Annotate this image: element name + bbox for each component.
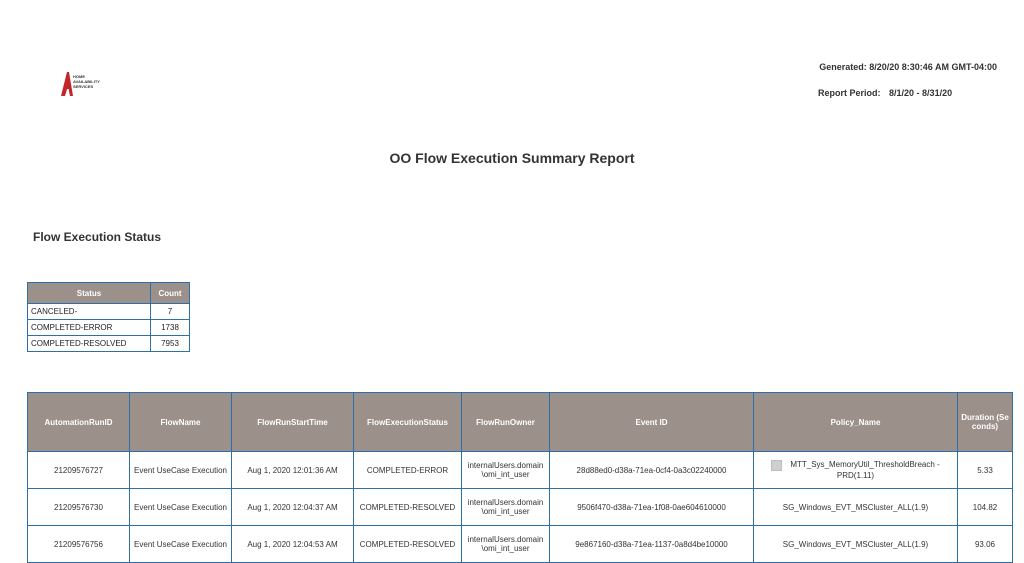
execution-status-cell: COMPLETED-RESOLVED bbox=[354, 489, 462, 526]
status-cell: CANCELED- bbox=[28, 304, 151, 320]
start-time-cell: Aug 1, 2020 12:01:36 AM bbox=[232, 452, 354, 489]
table-row bbox=[28, 489, 1013, 526]
table-row bbox=[28, 304, 190, 320]
status-table bbox=[27, 282, 190, 352]
report-period-value: 8/1/20 - 8/31/20 bbox=[889, 88, 953, 98]
table-row bbox=[28, 336, 190, 352]
flow-run-owner-header: FlowRunOwner bbox=[462, 393, 550, 452]
file-icon bbox=[771, 460, 782, 471]
run-id-cell: 21209576756 bbox=[28, 526, 130, 563]
owner-cell: internalUsers.domain\omi_int_user bbox=[462, 526, 550, 563]
report-period bbox=[818, 88, 952, 98]
count-header: Count bbox=[151, 283, 190, 304]
policy-name-header: Policy_Name bbox=[754, 393, 958, 452]
event-id-cell: 28d88ed0-d38a-71ea-0cf4-0a3c02240000 bbox=[550, 452, 754, 489]
report-period-label: Report Period: bbox=[818, 88, 881, 98]
table-row bbox=[28, 526, 1013, 563]
count-cell: 7953 bbox=[151, 336, 190, 352]
flow-name-header: FlowName bbox=[130, 393, 232, 452]
duration-cell: 5.33 bbox=[958, 452, 1013, 489]
flow-runs-table bbox=[27, 392, 1013, 563]
table-row bbox=[28, 452, 1013, 489]
status-cell: COMPLETED-RESOLVED bbox=[28, 336, 151, 352]
status-cell: COMPLETED-ERROR bbox=[28, 320, 151, 336]
event-id-header: Event ID bbox=[550, 393, 754, 452]
count-cell: 1738 bbox=[151, 320, 190, 336]
flow-name-cell: Event UseCase Execution bbox=[130, 452, 232, 489]
report-title: OO Flow Execution Summary Report bbox=[389, 150, 635, 166]
start-time-cell: Aug 1, 2020 12:04:53 AM bbox=[232, 526, 354, 563]
event-id-cell: 9506f470-d38a-71ea-1f08-0ae604610000 bbox=[550, 489, 754, 526]
run-id-cell: 21209576727 bbox=[28, 452, 130, 489]
logo-text: HOME AVAILABILITY SERVICES bbox=[73, 74, 100, 89]
execution-status-cell: COMPLETED-ERROR bbox=[354, 452, 462, 489]
flow-name-cell: Event UseCase Execution bbox=[130, 526, 232, 563]
automation-run-id-header: AutomationRunID bbox=[28, 393, 130, 452]
duration-cell: 104.82 bbox=[958, 489, 1013, 526]
section-title: Flow Execution Status bbox=[33, 230, 162, 244]
flow-name-cell: Event UseCase Execution bbox=[130, 489, 232, 526]
policy-cell: SG_Windows_EVT_MSCluster_ALL(1.9) bbox=[754, 489, 958, 526]
flow-execution-status-header: FlowExecutionStatus bbox=[354, 393, 462, 452]
count-cell: 7 bbox=[151, 304, 190, 320]
flow-run-start-time-header: FlowRunStartTime bbox=[232, 393, 354, 452]
policy-cell bbox=[754, 452, 958, 489]
start-time-cell: Aug 1, 2020 12:04:37 AM bbox=[232, 489, 354, 526]
run-id-cell: 21209576730 bbox=[28, 489, 130, 526]
generated-timestamp: Generated: 8/20/20 8:30:46 AM GMT-04:00 bbox=[819, 62, 997, 72]
owner-cell: internalUsers.domain\omi_int_user bbox=[462, 489, 550, 526]
policy-cell: SG_Windows_EVT_MSCluster_ALL(1.9) bbox=[754, 526, 958, 563]
event-id-cell: 9e867160-d38a-71ea-1137-0a8d4be10000 bbox=[550, 526, 754, 563]
policy-name: MTT_Sys_MemoryUtil_ThresholdBreach - PRD(1.11) bbox=[790, 460, 940, 480]
duration-cell: 93.06 bbox=[958, 526, 1013, 563]
table-row bbox=[28, 320, 190, 336]
duration-header: Duration (Seconds) bbox=[958, 393, 1013, 452]
status-header: Status bbox=[28, 283, 151, 304]
execution-status-cell: COMPLETED-RESOLVED bbox=[354, 526, 462, 563]
owner-cell: internalUsers.domain\omi_int_user bbox=[462, 452, 550, 489]
